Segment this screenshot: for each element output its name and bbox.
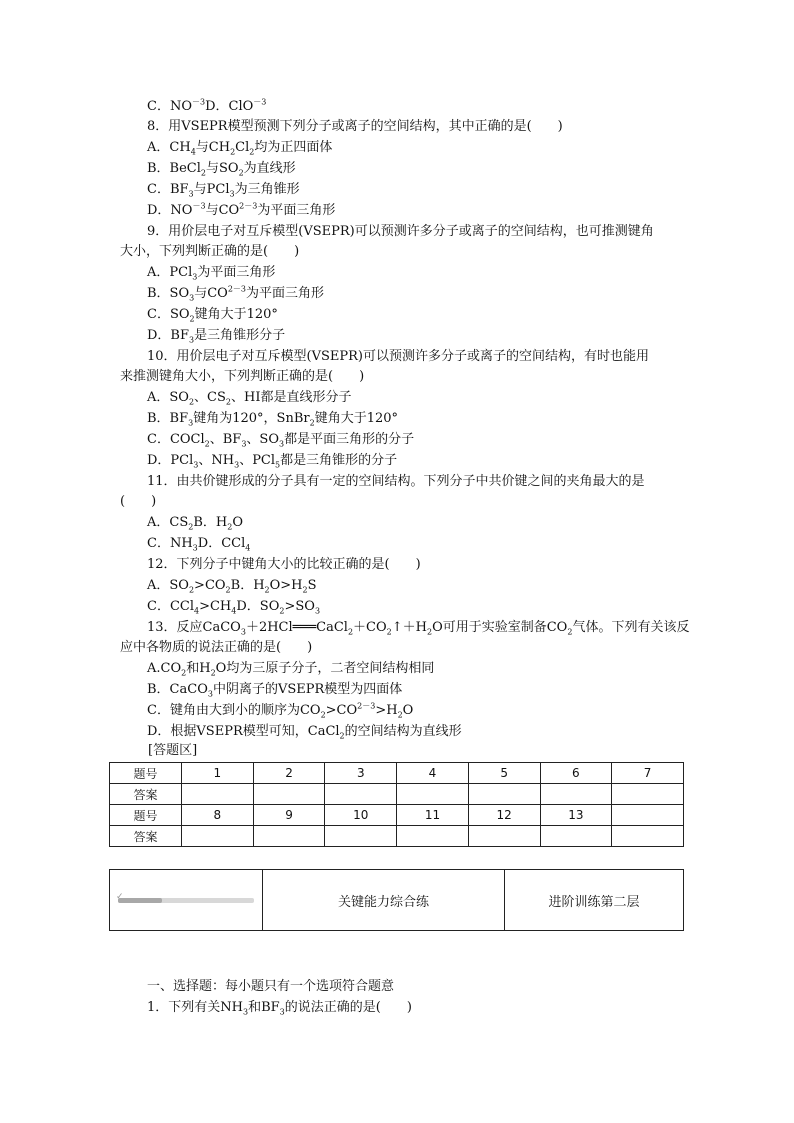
answer-cell[interactable] bbox=[182, 826, 254, 847]
answer-cell[interactable] bbox=[253, 826, 325, 847]
question-number-cell bbox=[612, 805, 684, 826]
section2-q1-stem: 1．下列有关$NH_3$和$BF_3$的说法正确的是( ) bbox=[147, 1000, 412, 1017]
q10-option-a: A．$SO_2$、$CS_2$、HI都是直线形分子 bbox=[147, 390, 352, 407]
q13-option-b: B．CaCO$_3$中阴离子的VSEPR模型为四面体 bbox=[147, 682, 403, 699]
q13-stem-line2: 应中各物质的说法正确的是( ) bbox=[120, 640, 313, 655]
q10-option-c: C．COCl$_2$、$BF_3$、$SO_3$都是平面三角形的分子 bbox=[147, 432, 415, 449]
q11-stem-line2: ( ) bbox=[120, 494, 157, 509]
q13-option-c: C．键角由大到小的顺序为$CO_2>CO^{2-3}>H_2O$ bbox=[147, 701, 414, 720]
q8-option-d: D．$NO^{-3}$与$CO^{2-3}$为平面三角形 bbox=[147, 201, 336, 218]
question-number-cell: 4 bbox=[397, 763, 469, 784]
answer-cell[interactable] bbox=[325, 826, 397, 847]
q7-options-cd bbox=[147, 97, 266, 117]
answer-cell[interactable] bbox=[182, 784, 254, 805]
q7-c-charge: －3 bbox=[191, 97, 206, 107]
question-number-cell: 11 bbox=[397, 805, 469, 826]
table-row bbox=[110, 763, 684, 784]
q7-option-d: D．ClO bbox=[205, 99, 254, 114]
banner-progress-cell bbox=[110, 870, 263, 930]
answer-cell[interactable] bbox=[540, 826, 612, 847]
q9-option-a: A．PCl$_3$为平面三角形 bbox=[147, 265, 276, 282]
q8-option-b: B．BeCl$_2$与$SO_2$为直线形 bbox=[147, 161, 296, 178]
question-number-cell: 3 bbox=[325, 763, 397, 784]
row-label-answer: 答案 bbox=[110, 784, 182, 805]
table-row bbox=[110, 826, 684, 847]
q9-stem-line2: 大小，下列判断正确的是( ) bbox=[120, 244, 300, 259]
q9-option-b: B．$SO_3$与$CO^{2-3}$为平面三角形 bbox=[147, 284, 325, 303]
q7-option-c: C．NO bbox=[147, 99, 192, 114]
answer-area-label: [答题区] bbox=[148, 743, 198, 758]
q13-option-a: $A.CO_2$和$H_2O$均为三原子分子，二者空间结构相同 bbox=[147, 661, 435, 678]
progress-bar bbox=[116, 891, 254, 903]
q10-stem-line1: 10．用价层电子对互斥模型(VSEPR)可以预测许多分子或离子的空间结构，有时也能用 bbox=[147, 349, 650, 364]
q10-stem-line2: 来推测键角大小，下列判断正确的是( ) bbox=[120, 369, 365, 384]
question-number-cell: 13 bbox=[540, 805, 612, 826]
answer-cell[interactable] bbox=[612, 826, 684, 847]
q8-stem: 8．用VSEPR模型预测下列分子或离子的空间结构，其中正确的是( ) bbox=[147, 119, 563, 134]
q8-option-a: A．$CH_4$与$CH_2Cl_2$均为正四面体 bbox=[147, 140, 333, 157]
row-label-answer: 答案 bbox=[110, 826, 182, 847]
table-row bbox=[110, 784, 684, 805]
question-number-cell: 2 bbox=[253, 763, 325, 784]
q12-options-ab: A．$SO_2>CO_2B$．$H_2O>H_2S$ bbox=[147, 578, 317, 595]
question-number-cell: 6 bbox=[540, 763, 612, 784]
answer-cell[interactable] bbox=[397, 826, 469, 847]
q8-option-c: C．$BF_3$与PCl$_3$为三角锥形 bbox=[147, 182, 300, 199]
answer-table bbox=[109, 762, 684, 847]
q9-stem-line1: 9．用价层电子对互斥模型(VSEPR)可以预测许多分子或离子的空间结构，也可推测键角 bbox=[147, 224, 654, 239]
check-icon: ✓ bbox=[116, 891, 124, 902]
question-number-cell: 9 bbox=[253, 805, 325, 826]
section-heading: 一、选择题：每小题只有一个选项符合题意 bbox=[147, 979, 395, 994]
question-number-cell: 10 bbox=[325, 805, 397, 826]
answer-cell[interactable] bbox=[468, 826, 540, 847]
banner-level: 进阶训练第二层 bbox=[548, 894, 640, 910]
q9-option-c: C．$SO_2$键角大于120° bbox=[147, 307, 278, 324]
question-number-cell: 5 bbox=[468, 763, 540, 784]
answer-cell[interactable] bbox=[468, 784, 540, 805]
answer-cell[interactable] bbox=[325, 784, 397, 805]
answer-cell[interactable] bbox=[540, 784, 612, 805]
answer-cell[interactable] bbox=[612, 784, 684, 805]
section-banner bbox=[109, 869, 684, 931]
q11-options-ab: A．$CS_2B$．$H_2O$ bbox=[147, 515, 243, 532]
question-number-cell: 1 bbox=[182, 763, 254, 784]
question-number-cell: 7 bbox=[612, 763, 684, 784]
q12-stem: 12．下列分子中键角大小的比较正确的是( ) bbox=[147, 557, 421, 572]
question-number-cell: 8 bbox=[182, 805, 254, 826]
answer-cell[interactable] bbox=[397, 784, 469, 805]
q12-options-cd: C．$CCl_4>CH_4D$．$SO_2>SO_3$ bbox=[147, 599, 321, 616]
row-label-number: 题号 bbox=[110, 763, 182, 784]
row-label-number: 题号 bbox=[110, 805, 182, 826]
banner-title: 关键能力综合练 bbox=[263, 870, 505, 930]
q11-options-cd: C．$NH_3D$．CCl$_4$ bbox=[147, 536, 251, 553]
q7-d-charge: －3 bbox=[253, 97, 267, 107]
q10-option-d: D．PCl$_3$、$NH_3$、PCl$_5$都是三角锥形的分子 bbox=[147, 453, 398, 470]
question-number-cell: 12 bbox=[468, 805, 540, 826]
table-row bbox=[110, 805, 684, 826]
answer-cell[interactable] bbox=[253, 784, 325, 805]
progress-bar-fill bbox=[118, 898, 162, 903]
q9-option-d: D．$BF_3$是三角锥形分子 bbox=[147, 328, 286, 345]
q13-option-d: D．根据VSEPR模型可知，CaCl$_2$的空间结构为直线形 bbox=[147, 724, 462, 741]
q13-stem-line1: 13．反应$CaCO_3+2HCl═══CaCl_2+CO_2↑+H_2O$可用于实验室制备$CO_2$气体。下列有关该反 bbox=[147, 620, 690, 637]
q10-option-b: B．$BF_3$键角为120°，SnBr$_2$键角大于120° bbox=[147, 411, 399, 428]
q11-stem-line1: 11．由共价键形成的分子具有一定的空间结构。下列分子中共价键之间的夹角最大的是 bbox=[147, 474, 645, 489]
